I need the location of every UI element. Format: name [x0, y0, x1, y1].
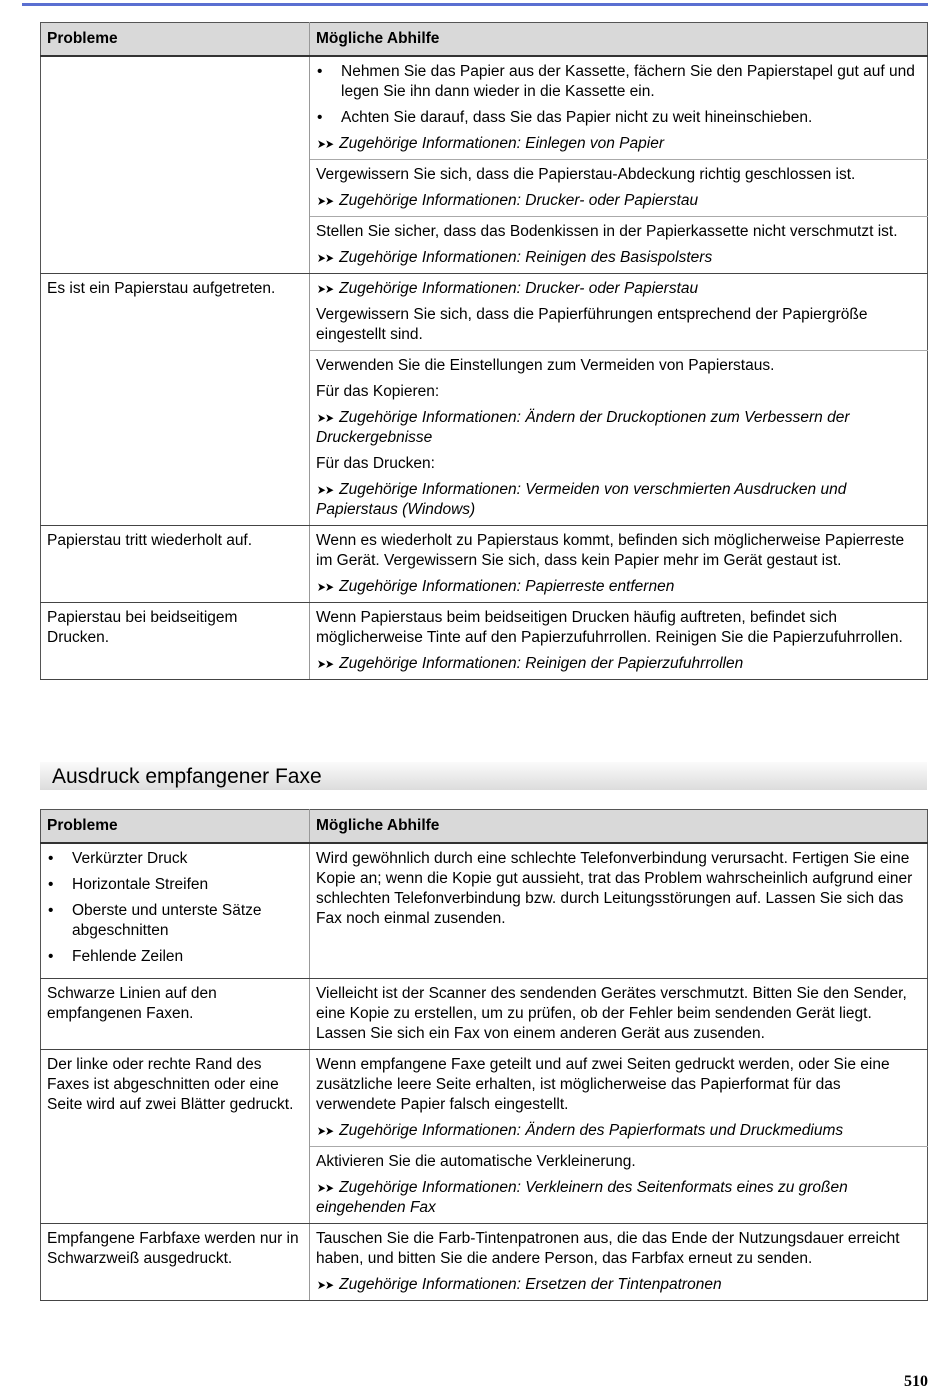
bullet-icon: • [48, 876, 54, 893]
bullet-icon: • [48, 902, 54, 919]
remedy-cell [310, 603, 928, 680]
problem-cell: Der linke oder rechte Rand des Faxes ist abgeschnitten oder eine Seite wird auf zwei Blätter gedruckt. [41, 1050, 310, 1224]
related-info-link[interactable]: ➤➤ Zugehörige Informationen: Ändern des Papierformats und Druckmediums [316, 1122, 844, 1139]
related-info-link[interactable]: ➤➤ Zugehörige Informationen: Drucker- oder Papierstau [316, 192, 699, 209]
table-row [41, 1224, 928, 1301]
remedy-cell [310, 1050, 928, 1147]
remedy-text: Wenn es wiederholt zu Papierstaus kommt, befinden sich möglicherweise Papierreste im Gerät. Vergewissern Sie sich, dass kein Papier mehr im Gerät gestaut ist. [316, 532, 905, 569]
bullet-icon: • [48, 850, 54, 867]
list-item: • Fehlende Zeilen [48, 948, 184, 965]
remedy-text: Vergewissern Sie sich, dass die Papierstau-Abdeckung richtig geschlossen ist. [316, 166, 856, 183]
remedy-text: Verwenden Sie die Einstellungen zum Vermeiden von Papierstaus. [316, 357, 775, 374]
problem-cell: Empfangene Farbfaxe werden nur in Schwarzweiß ausgedruckt. [41, 1224, 310, 1301]
related-info-link[interactable]: ➤➤ Zugehörige Informationen: Vermeiden von verschmierten Ausdrucken und Papierstaus (Windows) [316, 481, 847, 518]
remedy-text: Tauschen Sie die Farb-Tintenpatronen aus, die das Ende der Nutzungsdauer erreicht haben, und bitten Sie die andere Person, das Farbfax erneut zu senden. [316, 1230, 900, 1267]
list-item: • Achten Sie darauf, dass Sie das Papier nicht zu weit hineinschieben. [317, 109, 813, 126]
page-number: 510 [904, 1373, 928, 1390]
remedy-cell [310, 526, 928, 603]
table-row [41, 603, 928, 680]
related-info-link[interactable]: ➤➤ Zugehörige Informationen: Ersetzen der Tintenpatronen [316, 1276, 722, 1293]
double-chevron-right-icon: ➤➤ [316, 483, 334, 497]
problem-cell [41, 56, 310, 274]
remedy-text: Stellen Sie sicher, dass das Bodenkissen in der Papierkassette nicht verschmutzt ist. [316, 223, 898, 240]
remedy-text: Wenn empfangene Faxe geteilt und auf zwei Seiten gedruckt werden, oder Sie eine zusätzliche leere Seite erhalten, ist möglicherweise das Papierformat für das verwendete Papier falsch eingestellt. [316, 1056, 890, 1113]
table-row [41, 979, 928, 1050]
related-info-link[interactable]: ➤➤ Zugehörige Informationen: Reinigen des Basispolsters [316, 249, 713, 266]
table-row [41, 526, 928, 603]
bullet-icon: • [317, 109, 323, 126]
table-header-row [41, 810, 928, 844]
table-row [41, 1050, 928, 1147]
table-row [41, 843, 928, 979]
problem-cell: Schwarze Linien auf den empfangenen Faxen. [41, 979, 310, 1050]
double-chevron-right-icon: ➤➤ [316, 657, 334, 671]
related-info-link[interactable]: ➤➤ Zugehörige Informationen: Papierreste entfernen [316, 578, 675, 595]
bullet-icon: • [48, 948, 54, 965]
problem-cell: Papierstau tritt wiederholt auf. [41, 526, 310, 603]
remedy-text: Vielleicht ist der Scanner des sendenden Gerätes verschmutzt. Bitten Sie den Sender, eine Kopie zu erstellen, um zu prüfen, ob der Fehler beim sendenden Gerät liegt. Lassen Sie sich ein Fax von einem anderen Gerät aus zusenden. [316, 985, 907, 1042]
remedy-cell [310, 351, 928, 526]
double-chevron-right-icon: ➤➤ [316, 137, 334, 151]
double-chevron-right-icon: ➤➤ [316, 580, 334, 594]
remedy-text: Wenn Papierstaus beim beidseitigen Drucken häufig auftreten, befindet sich möglicherweise Tinte auf den Papierzufuhrrollen. Reinigen Sie die Papierzufuhrrollen. [316, 609, 903, 646]
column-header-problems: Probleme [41, 810, 310, 844]
problem-cell [41, 843, 310, 979]
column-header-remedy: Mögliche Abhilfe [310, 810, 928, 844]
remedy-cell [310, 979, 928, 1050]
section-heading [40, 762, 927, 790]
bullet-icon: • [317, 63, 323, 80]
fax-print-table [40, 809, 928, 1301]
remedy-cell [310, 217, 928, 274]
double-chevron-right-icon: ➤➤ [316, 251, 334, 265]
related-info-link[interactable]: ➤➤ Zugehörige Informationen: Ändern der Druckoptionen zum Verbessern der Druckergebnisse [316, 409, 850, 446]
remedy-cell [310, 1224, 928, 1301]
table-row [41, 56, 928, 160]
remedy-cell [310, 56, 928, 160]
remedy-bullet-list [316, 62, 921, 128]
section-title: Ausdruck empfangener Faxe [52, 765, 322, 788]
related-info-link[interactable]: ➤➤ Zugehörige Informationen: Drucker- oder Papierstau [316, 280, 699, 297]
double-chevron-right-icon: ➤➤ [316, 411, 334, 425]
table-header-row [41, 23, 928, 57]
copy-label: Für das Kopieren: [316, 383, 440, 400]
list-item: • Nehmen Sie das Papier aus der Kassette, fächern Sie den Papierstapel gut auf und legen Sie ihn dann wieder in die Kassette ein. [317, 63, 915, 100]
double-chevron-right-icon: ➤➤ [316, 1181, 334, 1195]
related-info-link[interactable]: ➤➤ Zugehörige Informationen: Einlegen von Papier [316, 135, 664, 152]
remedy-cell [310, 1147, 928, 1224]
double-chevron-right-icon: ➤➤ [316, 194, 334, 208]
remedy-cell [310, 274, 928, 351]
remedy-cell [310, 843, 928, 979]
double-chevron-right-icon: ➤➤ [316, 1124, 334, 1138]
problem-cell: Es ist ein Papierstau aufgetreten. [41, 274, 310, 526]
list-item: • Oberste und unterste Sätze abgeschnitten [48, 902, 262, 939]
remedy-cell [310, 160, 928, 217]
list-item: • Horizontale Streifen [48, 876, 209, 893]
list-item: • Verkürzter Druck [48, 850, 188, 867]
related-info-link[interactable]: ➤➤ Zugehörige Informationen: Verkleinern des Seitenformats eines zu großen eingehenden Fax [316, 1179, 848, 1216]
related-info-link[interactable]: ➤➤ Zugehörige Informationen: Reinigen der Papierzufuhrrollen [316, 655, 744, 672]
double-chevron-right-icon: ➤➤ [316, 1278, 334, 1292]
remedy-text: Aktivieren Sie die automatische Verkleinerung. [316, 1153, 636, 1170]
remedy-text: Vergewissern Sie sich, dass die Papierführungen entsprechend der Papiergröße eingestellt sind. [316, 306, 868, 343]
double-chevron-right-icon: ➤➤ [316, 282, 334, 296]
remedy-text: Wird gewöhnlich durch eine schlechte Telefonverbindung verursacht. Fertigen Sie eine Kopie an; wenn die Kopie gut aussieht, trat das Problem wahrscheinlich aufgrund einer schlechten Telefonverbindung bzw. durch Leitungsstörungen auf. Lassen Sie sich das Fax noch einmal zusenden. [316, 850, 913, 927]
paper-jam-table [40, 22, 928, 680]
column-header-remedy: Mögliche Abhilfe [310, 23, 928, 57]
print-label: Für das Drucken: [316, 455, 435, 472]
top-rule [22, 3, 928, 6]
problem-bullet-list [47, 849, 303, 967]
column-header-problems: Probleme [41, 23, 310, 57]
table-row [41, 274, 928, 351]
problem-cell: Papierstau bei beidseitigem Drucken. [41, 603, 310, 680]
